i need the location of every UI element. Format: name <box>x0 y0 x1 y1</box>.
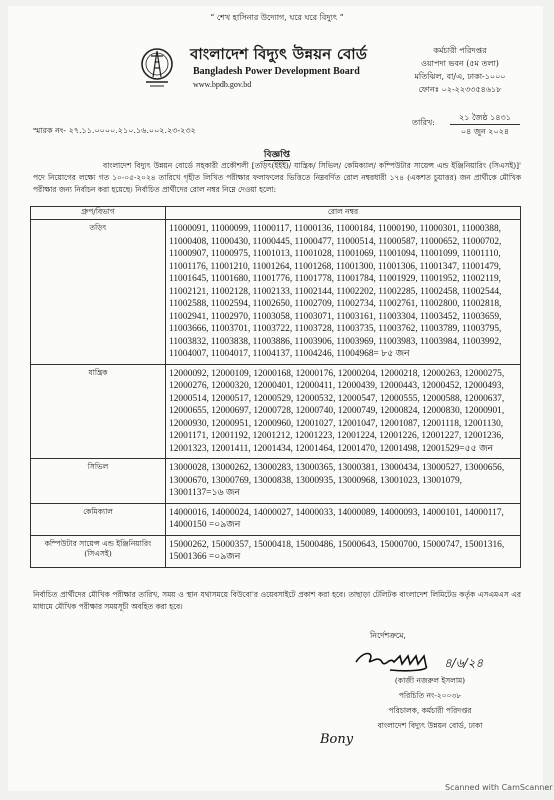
roll-cell: 14000016, 14000024, 14000027, 14000033, 14000089, 14000093, 14000101, 14000117, 14000150 =০৯জন <box>166 503 521 535</box>
group-cell: কম্পিউটার সায়েন্স এন্ড ইঞ্জিনিয়ারিং (সিএসই) <box>31 535 166 567</box>
signature-greeting: নির্দেশক্রমে, <box>370 631 407 640</box>
roll-table <box>30 206 521 568</box>
table-row <box>31 503 521 535</box>
table-row <box>31 220 521 365</box>
scanner-watermark: Scanned with CamScanner <box>445 783 553 792</box>
office-line: মতিঝিল, বা/এ, ঢাকা-১০০০ <box>414 72 506 81</box>
handwritten-signature <box>350 648 500 676</box>
org-name-english: Bangladesh Power Development Board <box>193 66 360 77</box>
office-address <box>410 44 510 96</box>
table-row <box>31 535 521 567</box>
signatory-org: বাংলাদেশ বিদ্যুৎ উন্নয়ন বোর্ড, ঢাকা <box>377 721 483 730</box>
date-label: তারিখ: <box>412 118 435 127</box>
signatory-designation: পরিচালক, কর্মচারী পরিদপ্তর <box>388 706 472 715</box>
roll-cell: 12000092, 12000109, 12000168, 12000176, 12000204, 12000218, 12000263, 12000275, 12000276, 12000320, 12000401, 12000411, 12000439, 12000443, 12000452, 12000493, 12000514, 12000517, 12000529, 12000532, 12000547, 12000555, 12000588, 12000637, 12000655, 12000697, 12000728, 12000740, 12000749, 12000824, 12000830, 12000901, 12000930, 12000951, 12000960, 12001027, 12001047, 12001087, 12001118, 12001130, 12001171, 12001192, 12001212, 12001223, 12001224, 12001226, 12001227, 12001236, 12001323, 12001411, 12001434, 12001464, 12001470, 12001498, 12001529=৫৫ জন <box>166 364 521 459</box>
date-gregorian: ০৪ জুন ২০২৪ <box>460 127 510 136</box>
handwritten-initial <box>318 728 368 748</box>
table-row <box>31 364 521 459</box>
office-line: ফোনঃ ০২-২২৩৩৫৪৬১৮ <box>418 85 502 94</box>
column-header-roll: রোল নম্বর <box>166 207 521 220</box>
roll-cell: 13000028, 13000262, 13000283, 13000365, 13000381, 13000434, 13000527, 13000656, 13000670, 13000769, 13000838, 13000935, 13000968, 13001023, 13001079, 13001137=১৬ জন <box>166 459 521 504</box>
signatory-details <box>335 673 525 733</box>
memo-reference: স্মারক নং- ২৭.১১.০০০০.২১০.১৬.০০২.২৩-২৩২ <box>33 126 196 135</box>
signatory-id: পরিচিতি নং-২০০৩৮ <box>398 691 462 700</box>
office-line: ওয়াপদা ভবন (৫ম তলা) <box>421 59 499 68</box>
footer-note: নির্বাচিত প্রার্থীদের মৌখিক পরীক্ষার তারিখ, সময় ও স্থান যথাসময়ে বিউবো'র ওয়েবসাইটে প্রকাশ করা হবে। তাছাড়া টেলিটক বাংলাদেশ লিমিটেড কর্তৃক এসএমএস এর মাধ্যমে মৌখিক পরীক্ষার সময়সূচী অবহিত করা হবে। <box>33 590 521 611</box>
date-bangla: ২১ জৈষ্ঠ ১৪৩১ <box>459 113 511 122</box>
office-line: কর্মচারী পরিদপ্তর <box>433 46 487 55</box>
group-cell: সিভিল <box>31 459 166 504</box>
notice-intro: বাংলাদেশ বিদ্যুৎ উন্নয়ন বোর্ডে সহকারী প্রকৌশলী [তড়িৎ(ইইই)/ যান্ত্রিক/ সিভিল/ কেমিক্যাল/ কম্পিউটার সায়েন্স এন্ড ইঞ্জিনিয়ারিং (সিএসই)]' পদে নিয়োগের লক্ষ্যে গত ১০-০৫-২০২৪ তারিখে গৃহীত লিখিত পরীক্ষার ফলাফলের ভিত্তিতে নিম্নবর্ণিত রোল নম্বরধারী ১৭৪ (একশত চুয়াত্তর) জন প্রার্থীকে মৌখিক পরীক্ষার জন্য নির্বাচন করা হয়েছে। নির্বাচিত প্রার্থীদের রোল নম্বর নিম্নে দেওয়া হলো: <box>33 161 521 194</box>
signatory-name: (কাজী নজরুল ইসলাম) <box>394 676 466 685</box>
handwritten-date: ৪/৬/২৪ <box>444 656 484 670</box>
org-name-bangla: বাংলাদেশ বিদ্যুৎ উন্নয়ন বোর্ড <box>190 45 368 63</box>
memo-dates <box>450 111 520 138</box>
group-cell: কেমিক্যাল <box>31 503 166 535</box>
group-cell: তড়িৎ <box>31 220 166 365</box>
column-header-group: গ্রুপ/বিভাগ <box>31 207 166 220</box>
initial-text: Bony <box>320 732 354 747</box>
roll-cell: 15000262, 15000357, 15000418, 15000486, 15000643, 15000700, 15000747, 15001316, 15001366 =০৯জন <box>166 535 521 567</box>
group-cell: যান্ত্রিক <box>31 364 166 459</box>
website: www.bpdb.gov.bd <box>193 80 252 89</box>
roll-cell: 11000091, 11000099, 11000117, 11000136, 11000184, 11000190, 11000301, 11000388, 11000408, 11000430, 11000445, 11000477, 11000514, 11000587, 11000652, 11000702, 11000907, 11000975, 11001013, 11001028, 11001069, 11001094, 11001099, 11001110, 11001176, 11001210, 11001264, 11001268, 11001300, 11001306, 11001347, 11001479, 11001645, 11001680, 11001776, 11001778, 11001784, 11001929, 11001952, 11002119, 11002121, 11002128, 11002133, 11002144, 11002202, 11002285, 11002458, 11002544, 11002588, 11002594, 11002650, 11002709, 11002734, 11002761, 11002800, 11002818, 11002941, 11002970, 11003058, 11003071, 11003161, 11003304, 11003452, 11003659, 11003666, 11003701, 11003722, 11003728, 11003735, 11003762, 11003789, 11003795, 11003832, 11003838, 11003886, 11003906, 11003969, 11003983, 11003984, 11003992, 11004007, 11004017, 11004137, 11004246, 11004968= ৮৫ জন <box>166 220 521 365</box>
slogan: “ শেখ হাসিনার উদ্যোগ, ঘরে ঘরে বিদ্যুৎ ” <box>210 13 344 22</box>
bpdb-logo <box>140 44 174 88</box>
notice-heading-text: বিজ্ঞপ্তি <box>263 150 291 160</box>
table-header-row <box>31 207 521 220</box>
table-row <box>31 459 521 504</box>
